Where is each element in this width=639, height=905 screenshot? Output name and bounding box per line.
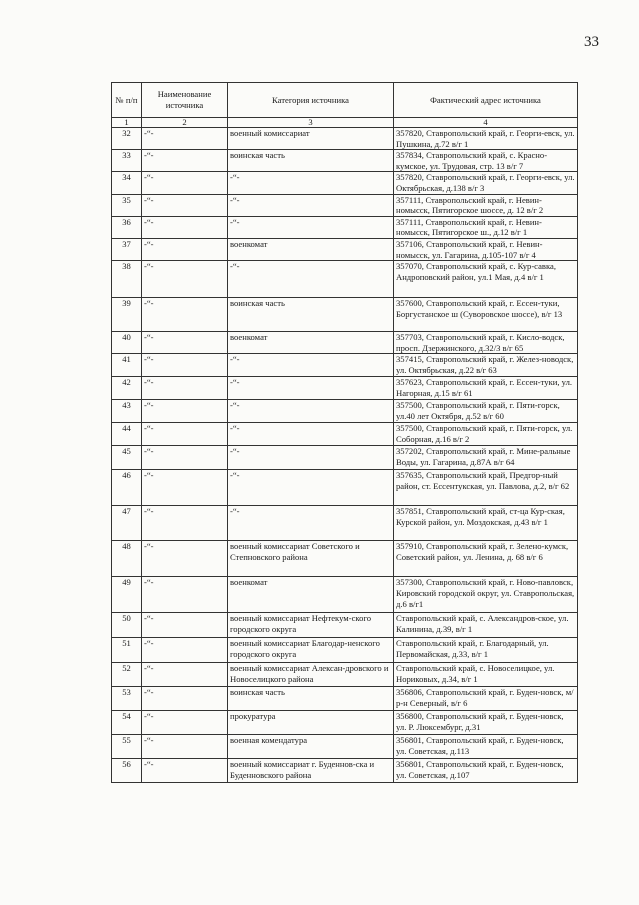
row-source-category: военный комиссариат Благодар-ненского городского округа	[228, 638, 394, 663]
row-number: 48	[112, 541, 142, 577]
row-source-name: -“-	[142, 238, 228, 260]
row-source-category: -“-	[228, 194, 394, 216]
row-source-category: воинская часть	[228, 150, 394, 172]
row-source-address: 356800, Ставропольский край, г. Буден-новск, ул. Р. Люксембург, д.31	[394, 711, 578, 735]
row-source-name: -“-	[142, 216, 228, 238]
row-source-name: -“-	[142, 172, 228, 194]
row-source-name: -“-	[142, 470, 228, 506]
row-source-name: -“-	[142, 354, 228, 377]
header-source-name: Наименование источника	[142, 83, 228, 118]
row-number: 36	[112, 216, 142, 238]
column-number: 4	[394, 118, 578, 128]
row-source-name: -“-	[142, 541, 228, 577]
row-number: 49	[112, 577, 142, 613]
row-source-address: 357851, Ставропольский край, ст-ца Кур-ская, Курской район, ул. Моздокская, д.43 в/г 1	[394, 506, 578, 541]
row-source-name: -“-	[142, 446, 228, 470]
row-source-category: военная комендатура	[228, 735, 394, 759]
row-source-name: -“-	[142, 150, 228, 172]
row-source-category: военкомат	[228, 332, 394, 354]
row-source-name: -“-	[142, 423, 228, 446]
row-source-address: 357300, Ставропольский край, г. Ново-павловск, Кировский городской округ, ул. Ставропольская, д.6 в/г1	[394, 577, 578, 613]
column-number: 2	[142, 118, 228, 128]
row-source-address: 357820, Ставропольский край, г. Георги-евск, ул. Октябрьская, д.138 в/г 3	[394, 172, 578, 194]
table-row	[112, 194, 578, 216]
row-number: 55	[112, 735, 142, 759]
table-row	[112, 298, 578, 332]
row-source-name: -“-	[142, 298, 228, 332]
row-source-category: -“-	[228, 400, 394, 423]
row-source-name: -“-	[142, 711, 228, 735]
row-source-category: -“-	[228, 354, 394, 377]
header-row	[112, 83, 578, 118]
row-source-category: воинская часть	[228, 687, 394, 711]
sources-table	[111, 82, 578, 783]
row-source-address: Ставропольский край, с. Александров-ское, ул. Калинина, д.39, в/г 1	[394, 613, 578, 638]
row-source-category: военкомат	[228, 238, 394, 260]
row-source-name: -“-	[142, 194, 228, 216]
row-number: 52	[112, 663, 142, 687]
table-row	[112, 332, 578, 354]
table-row	[112, 423, 578, 446]
row-number: 43	[112, 400, 142, 423]
row-source-address: 357834, Ставропольский край, с. Красно-кумское, ул. Трудовая, стр. 13 в/г 7	[394, 150, 578, 172]
row-source-address: 357635, Ставропольский край, Предгор-ный район, ст. Ессентукская, ул. Павлова, д.2, в/г 62	[394, 470, 578, 506]
table-row	[112, 638, 578, 663]
row-number: 44	[112, 423, 142, 446]
row-source-category: -“-	[228, 470, 394, 506]
row-source-address: 357500, Ставропольский край, г. Пяти-горск, ул. Соборная, д.16 в/г 2	[394, 423, 578, 446]
row-number: 56	[112, 759, 142, 783]
column-number-row	[112, 118, 578, 128]
row-source-category: -“-	[228, 446, 394, 470]
row-source-address: 357703, Ставропольский край, г. Кисло-водск, просп. Дзержинского, д.32/3 в/г 65	[394, 332, 578, 354]
row-source-category: -“-	[228, 216, 394, 238]
table-row	[112, 613, 578, 638]
row-number: 34	[112, 172, 142, 194]
row-source-category: военкомат	[228, 577, 394, 613]
row-number: 37	[112, 238, 142, 260]
table-row	[112, 400, 578, 423]
row-source-name: -“-	[142, 735, 228, 759]
row-number: 53	[112, 687, 142, 711]
header-number: № п/п	[112, 83, 142, 118]
row-source-category: -“-	[228, 261, 394, 298]
table-row	[112, 687, 578, 711]
row-source-category: военный комиссариат Алексан-дровского и Новоселицкого района	[228, 663, 394, 687]
page-number: 33	[584, 34, 599, 50]
row-number: 41	[112, 354, 142, 377]
row-source-address: 357106, Ставропольский край, г. Невин-номысск, ул. Гагарина, д.105-107 в/г 4	[394, 238, 578, 260]
row-source-address: 357202, Ставропольский край, г. Мине-ральные Воды, ул. Гагарина, д.87А в/г 64	[394, 446, 578, 470]
table-body	[112, 128, 578, 783]
row-source-category: -“-	[228, 377, 394, 400]
table-row	[112, 506, 578, 541]
row-source-address: 357111, Ставропольский край, г. Невин-номысск, Пятигорское шоссе, д. 12 в/г 2	[394, 194, 578, 216]
row-number: 54	[112, 711, 142, 735]
table-row	[112, 759, 578, 783]
row-source-name: -“-	[142, 332, 228, 354]
row-number: 42	[112, 377, 142, 400]
row-source-category: военный комиссариат Советского и Степновского района	[228, 541, 394, 577]
row-source-address: 357070, Ставропольский край, с. Кур-савка, Андроповский район, ул.1 Мая, д.4 в/г 1	[394, 261, 578, 298]
table-row	[112, 238, 578, 260]
column-number: 1	[112, 118, 142, 128]
table-row	[112, 470, 578, 506]
table-row	[112, 377, 578, 400]
row-source-address: 356801, Ставропольский край, г. Буден-новск, ул. Советская, д.113	[394, 735, 578, 759]
row-source-name: -“-	[142, 506, 228, 541]
table-row	[112, 261, 578, 298]
row-source-category: -“-	[228, 423, 394, 446]
row-number: 51	[112, 638, 142, 663]
row-source-category: -“-	[228, 506, 394, 541]
row-source-address: 357500, Ставропольский край, г. Пяти-горск, ул.40 лет Октября, д.52 в/г 60	[394, 400, 578, 423]
row-source-name: -“-	[142, 577, 228, 613]
row-source-name: -“-	[142, 128, 228, 150]
row-source-name: -“-	[142, 613, 228, 638]
table-row	[112, 735, 578, 759]
row-source-address: 357820, Ставропольский край, г. Георги-евск, ул. Пушкина, д.72 в/г 1	[394, 128, 578, 150]
table-row	[112, 172, 578, 194]
row-source-address: Ставропольский край, г. Благодарный, ул. Первомайская, д.33, в/г 1	[394, 638, 578, 663]
row-source-address: 357623, Ставропольский край, г. Ессен-туки, ул. Нагорная, д.15 в/г 61	[394, 377, 578, 400]
row-number: 45	[112, 446, 142, 470]
row-source-name: -“-	[142, 377, 228, 400]
row-source-category: воинская часть	[228, 298, 394, 332]
row-number: 39	[112, 298, 142, 332]
row-source-address: 356801, Ставропольский край, г. Буден-новск, ул. Советская, д.107	[394, 759, 578, 783]
row-number: 40	[112, 332, 142, 354]
table-row	[112, 663, 578, 687]
row-number: 33	[112, 150, 142, 172]
header-source-address: Фактический адрес источника	[394, 83, 578, 118]
row-number: 50	[112, 613, 142, 638]
row-source-name: -“-	[142, 261, 228, 298]
table-row	[112, 354, 578, 377]
column-number: 3	[228, 118, 394, 128]
row-source-category: прокуратура	[228, 711, 394, 735]
row-source-address: 357600, Ставропольский край, г. Ессен-туки, Боргустанское ш (Суворовское шоссе), в/г 13	[394, 298, 578, 332]
header-source-category: Категория источника	[228, 83, 394, 118]
row-source-category: военный комиссариат	[228, 128, 394, 150]
row-source-address: 356806, Ставропольский край, г. Буден-новск, м/р-н Северный, в/г 6	[394, 687, 578, 711]
row-source-name: -“-	[142, 759, 228, 783]
row-source-category: военный комиссариат Нефтекум-ского городского округа	[228, 613, 394, 638]
row-source-category: военный комиссариат г. Буденнов-ска и Буденновского района	[228, 759, 394, 783]
row-number: 38	[112, 261, 142, 298]
row-source-category: -“-	[228, 172, 394, 194]
row-number: 46	[112, 470, 142, 506]
table-row	[112, 577, 578, 613]
table-row	[112, 711, 578, 735]
row-number: 47	[112, 506, 142, 541]
row-source-address: Ставропольский край, с. Новоселицкое, ул. Нориковых, д.34, в/г 1	[394, 663, 578, 687]
row-source-name: -“-	[142, 687, 228, 711]
row-source-address: 357910, Ставропольский край, г. Зелено-кумск, Советский район, ул. Ленина, д. 68 в/г 6	[394, 541, 578, 577]
table-row	[112, 128, 578, 150]
row-source-address: 357111, Ставропольский край, г. Невин-номысск, Пятигорское ш., д.12 в/г 1	[394, 216, 578, 238]
table-row	[112, 216, 578, 238]
table-row	[112, 541, 578, 577]
row-source-name: -“-	[142, 638, 228, 663]
row-number: 32	[112, 128, 142, 150]
row-source-name: -“-	[142, 663, 228, 687]
row-source-name: -“-	[142, 400, 228, 423]
row-source-address: 357415, Ставропольский край, г. Желез-новодск, ул. Октябрьская, д.22 в/г 63	[394, 354, 578, 377]
table-row	[112, 446, 578, 470]
row-number: 35	[112, 194, 142, 216]
table-row	[112, 150, 578, 172]
